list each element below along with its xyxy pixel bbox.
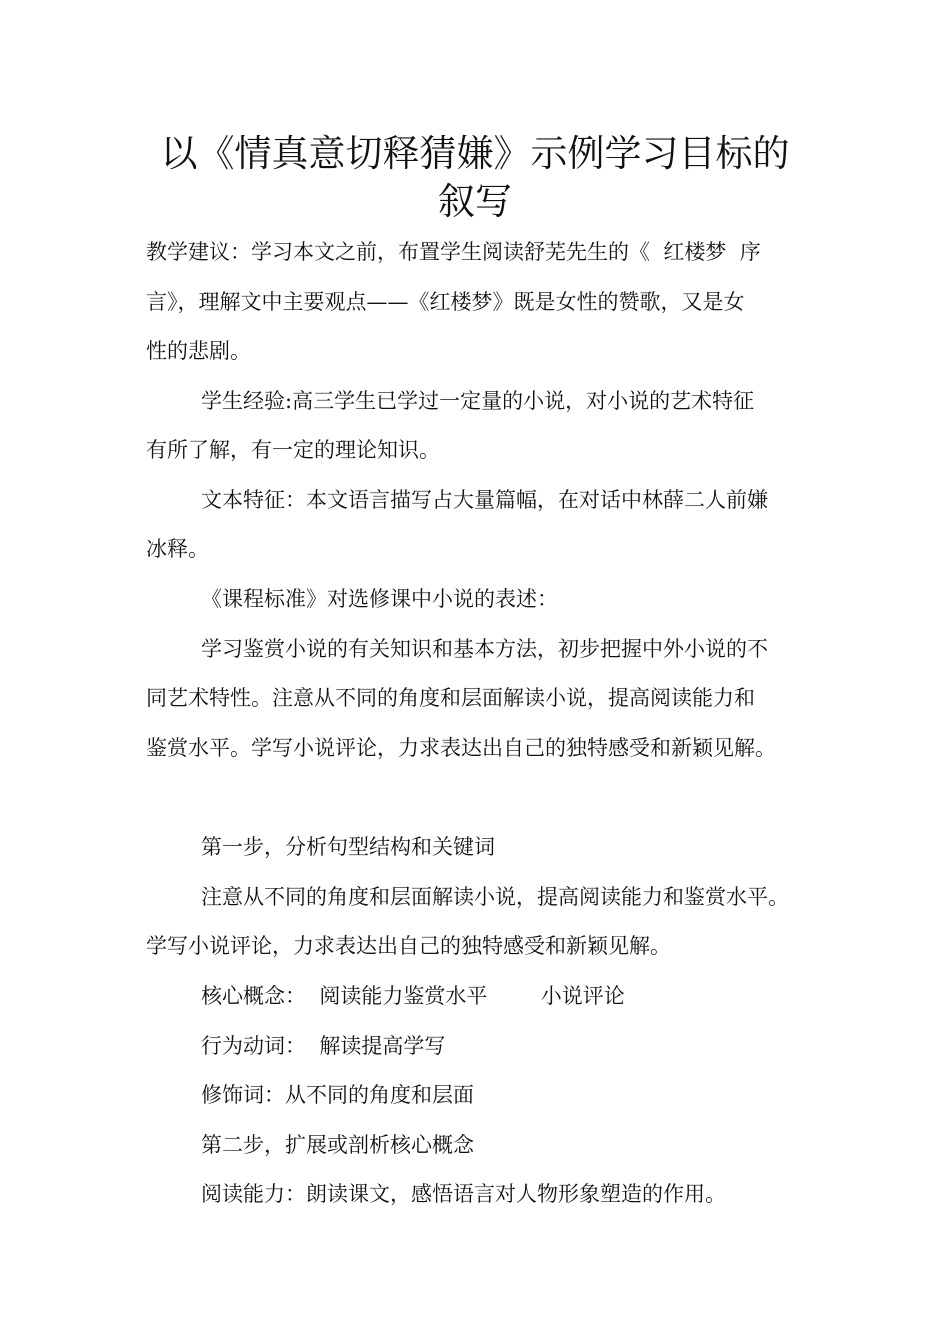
text-line: 学写小说评论，力求表达出自己的独特感受和新颖见解。 [146,934,671,958]
text-line: 行为动词： 解读提高学写 [201,1034,446,1058]
text-line: 《课程标准》对选修课中小说的表述： [201,587,558,611]
document-title-line-1: 以《情真意切释猜嫌》示例学习目标的 [160,132,790,175]
text-line: 修饰词：从不同的角度和层面 [201,1083,474,1107]
text-line: 教学建议：学习本文之前，布置学生阅读舒芜先生的《 红楼梦 序 [146,240,761,264]
text-line: 性的悲剧。 [146,339,251,363]
text-line: 学生经验:高三学生已学过一定量的小说，对小说的艺术特征 [201,389,755,413]
text-line: 第一步，分析句型结构和关键词 [201,835,495,859]
text-line: 注意从不同的角度和层面解读小说，提高阅读能力和鉴赏水平。 [201,885,789,909]
text-line: 鉴赏水平。学写小说评论，力求表达出自己的独特感受和新颖见解。 [146,736,776,760]
text-line: 同艺术特性。注意从不同的角度和层面解读小说，提高阅读能力和 [146,686,755,710]
text-line: 文本特征：本文语言描写占大量篇幅，在对话中林薛二人前嫌 [201,488,768,512]
text-line: 第二步，扩展或剖析核心概念 [201,1133,474,1157]
text-line: 学习鉴赏小说的有关知识和基本方法，初步把握中外小说的不 [201,637,768,661]
text-line: 阅读能力：朗读课文，感悟语言对人物形象塑造的作用。 [201,1182,726,1206]
text-line: 核心概念： 阅读能力鉴赏水平 小说评论 [201,984,625,1008]
text-line: 言》，理解文中主要观点——《红楼梦》既是女性的赞歌，又是女 [146,290,745,314]
text-line: 冰释。 [146,537,209,561]
text-line: 有所了解，有一定的理论知识。 [146,438,440,462]
document-title-line-2: 叙写 [438,180,512,223]
